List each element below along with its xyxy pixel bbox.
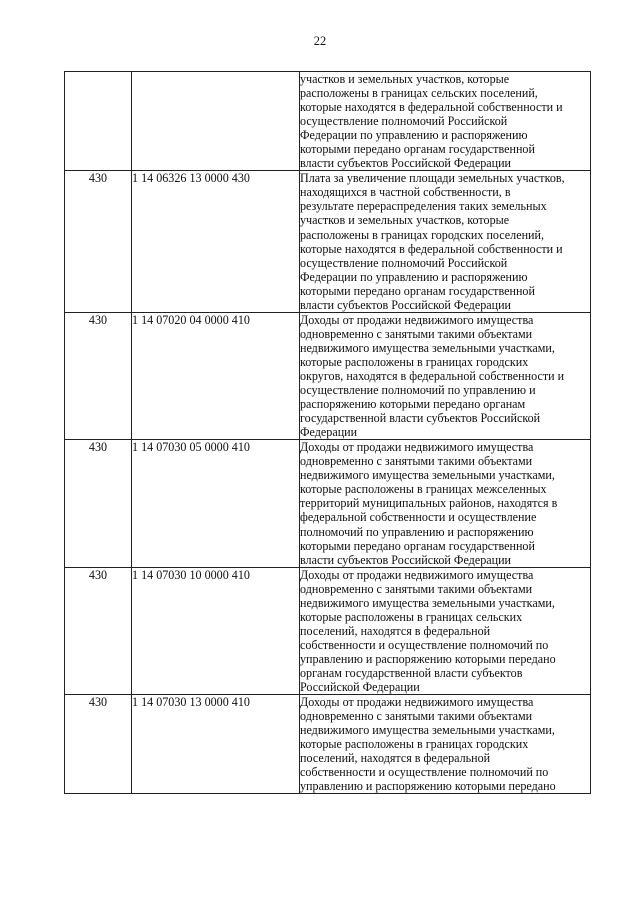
page-number: 22 xyxy=(313,34,327,48)
description-line: одновременно с занятыми такими объектами xyxy=(300,581,533,596)
description-line: распоряжению которыми передано органам xyxy=(300,397,526,412)
description-line: одновременно с занятыми такими объектами xyxy=(300,326,533,341)
description-line: поселений, находятся в федеральной xyxy=(300,751,491,766)
description-line: которыми передано органам государственной xyxy=(300,538,535,553)
description-line: находящихся в частной собственности, в xyxy=(300,185,511,200)
description-line: которые находятся в федеральной собственности и xyxy=(300,241,563,256)
admin-code-cell: 430 xyxy=(65,567,132,694)
description-line: власти субъектов Российской Федерации xyxy=(300,552,512,567)
description-line: Российской Федерации xyxy=(300,680,420,695)
table-body xyxy=(65,72,591,794)
description-cell xyxy=(300,567,591,694)
description-line: расположены в границах городских поселений, xyxy=(300,227,545,242)
description-line: Федерации по управлению и распоряжению xyxy=(300,128,528,143)
description-line: Доходы от продажи недвижимого имущества xyxy=(300,312,534,327)
description-cell xyxy=(300,312,591,439)
admin-code-cell xyxy=(65,72,132,171)
description-line: Федерации xyxy=(300,425,358,440)
admin-code-cell: 430 xyxy=(65,171,132,312)
description-line: Плата за увеличение площади земельных участков, xyxy=(300,171,565,186)
description-line: которые расположены в границах городских xyxy=(300,737,529,752)
description-line: власти субъектов Российской Федерации xyxy=(300,156,512,171)
description-line: осуществление полномочий Российской xyxy=(300,114,508,129)
description-line: недвижимого имущества земельными участками, xyxy=(300,468,555,483)
description-line: округов, находятся в федеральной собственности и xyxy=(300,368,565,383)
description-line: участков и земельных участков, которые xyxy=(300,213,510,228)
description-line: которые находятся в федеральной собственности и xyxy=(300,100,563,115)
table-row xyxy=(65,440,591,567)
table-row xyxy=(65,567,591,694)
description-line: которые расположены в границах сельских xyxy=(300,609,523,624)
kbk-code-cell: 1 14 06326 13 0000 430 xyxy=(132,171,300,312)
description-line: которые расположены в границах городских xyxy=(300,354,529,369)
table-row xyxy=(65,312,591,439)
description-line: управлению и распоряжению которыми передано xyxy=(300,651,556,666)
description-line: одновременно с занятыми такими объектами xyxy=(300,709,533,724)
description-cell xyxy=(300,72,591,171)
kbk-code-cell: 1 14 07030 10 0000 410 xyxy=(132,567,300,694)
kbk-code-cell: 1 14 07030 13 0000 410 xyxy=(132,695,300,794)
table-row xyxy=(65,72,591,171)
description-line: собственности и осуществление полномочий по xyxy=(300,637,549,652)
description-line: участков и земельных участков, которые xyxy=(300,72,510,86)
description-line: которыми передано органам государственной xyxy=(300,283,535,298)
admin-code-cell: 430 xyxy=(65,440,132,567)
description-line: одновременно с занятыми такими объектами xyxy=(300,454,533,469)
description-line: которые расположены в границах межселенных xyxy=(300,482,547,497)
revenue-codes-table xyxy=(64,71,591,794)
description-line: федеральной собственности и осуществление xyxy=(300,510,537,525)
description-line: расположены в границах сельских поселений, xyxy=(300,86,538,101)
description-line: органам государственной власти субъектов xyxy=(300,665,523,680)
description-line: Доходы от продажи недвижимого имущества xyxy=(300,695,534,710)
table-row xyxy=(65,171,591,312)
description-line: Федерации по управлению и распоряжению xyxy=(300,269,528,284)
description-cell xyxy=(300,171,591,312)
description-line: государственной власти субъектов Российской xyxy=(300,411,541,426)
description-cell xyxy=(300,440,591,567)
description-line: недвижимого имущества земельными участками, xyxy=(300,723,555,738)
description-line: осуществление полномочий по управлению и xyxy=(300,383,536,398)
description-line: управлению и распоряжению которыми передано xyxy=(300,779,556,794)
description-line: власти субъектов Российской Федерации xyxy=(300,297,512,312)
description-line: Доходы от продажи недвижимого имущества xyxy=(300,440,534,455)
description-line: собственности и осуществление полномочий по xyxy=(300,765,549,780)
description-line: недвижимого имущества земельными участками, xyxy=(300,340,555,355)
description-line: территорий муниципальных районов, находятся в xyxy=(300,496,558,511)
kbk-code-cell xyxy=(132,72,300,171)
admin-code-cell: 430 xyxy=(65,695,132,794)
admin-code-cell: 430 xyxy=(65,312,132,439)
description-line: осуществление полномочий Российской xyxy=(300,255,508,270)
description-line: результате перераспределения таких земельных xyxy=(300,199,547,214)
description-line: недвижимого имущества земельными участками, xyxy=(300,595,555,610)
table-row xyxy=(65,695,591,794)
description-line: Доходы от продажи недвижимого имущества xyxy=(300,567,534,582)
description-line: поселений, находятся в федеральной xyxy=(300,623,491,638)
kbk-code-cell: 1 14 07030 05 0000 410 xyxy=(132,440,300,567)
description-cell xyxy=(300,695,591,794)
description-line: полномочий по управлению и распоряжению xyxy=(300,524,534,539)
kbk-code-cell: 1 14 07020 04 0000 410 xyxy=(132,312,300,439)
description-line: которыми передано органам государственной xyxy=(300,142,535,157)
